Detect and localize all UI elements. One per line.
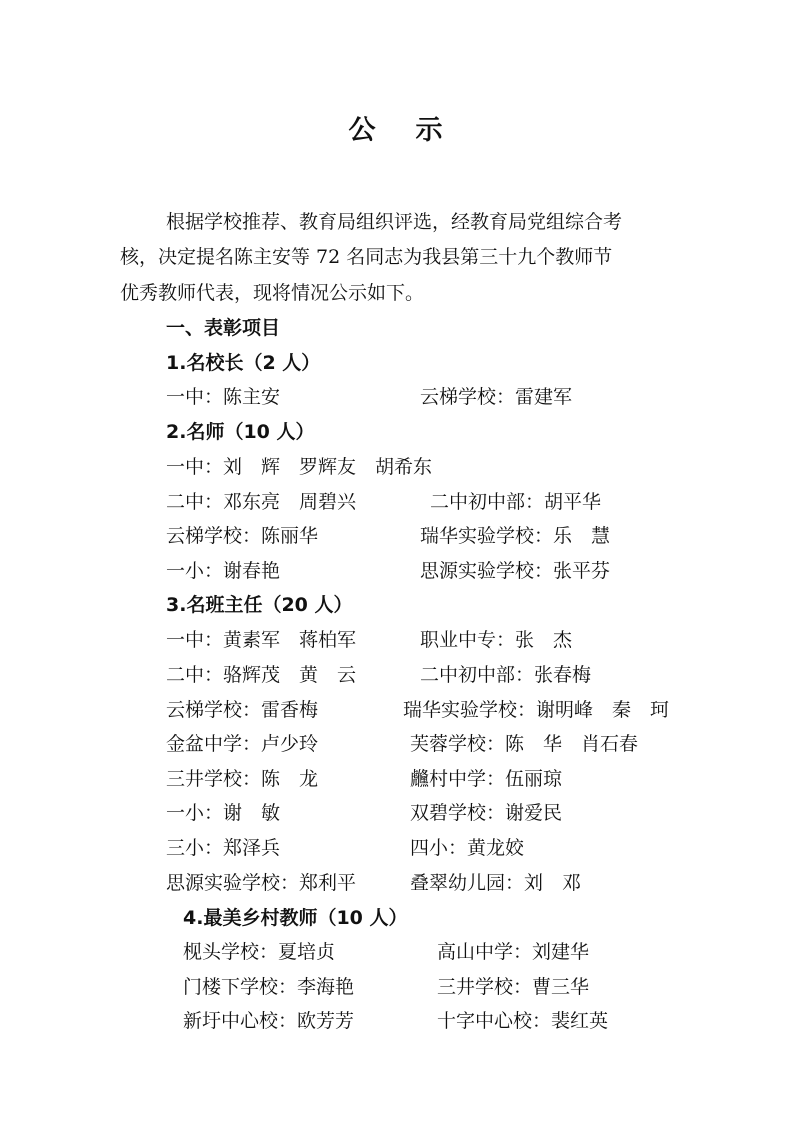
list-item: 二中：邓东亮 周碧兴 <box>166 491 357 513</box>
list-item: 思源实验学校：张平芬 <box>420 560 611 582</box>
list-item: 门楼下学校：李海艳 <box>183 976 355 998</box>
list-item: 一中：刘 辉 罗辉友 胡希东 <box>166 456 433 478</box>
list-item: 芙蓉学校：陈 华 肖石春 <box>410 733 639 755</box>
list-item: 金盆中学：卢少玲 <box>166 733 319 755</box>
group-heading-teachers: 2.名师（10 人） <box>166 421 315 443</box>
group-heading-principals: 1.名校长（2 人） <box>166 352 321 374</box>
intro-line-3: 优秀教师代表，现将情况公示如下。 <box>120 282 425 304</box>
list-item: 职业中专：张 杰 <box>420 629 573 651</box>
list-item: 双碧学校：谢爱民 <box>410 802 563 824</box>
list-item: 四小：黄龙姣 <box>410 837 525 859</box>
list-item: 三小：郑泽兵 <box>166 837 281 859</box>
list-item: 云梯学校：雷建军 <box>420 386 573 408</box>
list-item: 十字中心校：裴红英 <box>437 1010 609 1032</box>
intro-line-1: 根据学校推荐、教育局组织评选，经教育局党组综合考 <box>166 211 623 233</box>
list-item: 二中初中部：胡平华 <box>430 491 602 513</box>
list-item: 思源实验学校：郑利平 <box>166 872 357 894</box>
intro-line-2: 核，决定提名陈主安等 72 名同志为我县第三十九个教师节 <box>120 246 613 268</box>
group-heading-rural-teachers: 4.最美乡村教师（10 人） <box>183 907 408 929</box>
notice-title <box>0 108 793 147</box>
section-heading: 一、表彰项目 <box>166 317 281 339</box>
list-item: 一小：谢 敏 <box>166 802 281 824</box>
list-item: 一中：黄素军 蒋柏军 <box>166 629 357 651</box>
list-item: 新圩中心校：欧芳芳 <box>183 1010 355 1032</box>
list-item: 二中初中部：张春梅 <box>420 664 592 686</box>
list-item: 瑞华实验学校：乐 慧 <box>420 525 611 547</box>
list-item: 二中：骆辉茂 黄 云 <box>166 664 357 686</box>
group-heading-head-teachers: 3.名班主任（20 人） <box>166 594 353 616</box>
list-item: 三井学校：陈 龙 <box>166 768 319 790</box>
list-item: 一中：陈主安 <box>166 386 281 408</box>
list-item: 叠翠幼儿园：刘 邓 <box>410 872 582 894</box>
list-item: 云梯学校：雷香梅 <box>166 699 319 721</box>
title-char-2: 示 <box>415 115 445 146</box>
list-item: 三井学校：曹三华 <box>437 976 590 998</box>
list-item: 枧头学校：夏培贞 <box>183 941 336 963</box>
list-item: 一小：谢春艳 <box>166 560 281 582</box>
list-item: 云梯学校：陈丽华 <box>166 525 319 547</box>
list-item: 瑞华实验学校：谢明峰 秦 珂 <box>403 699 670 721</box>
list-item: 高山中学：刘建华 <box>437 941 590 963</box>
title-char-1: 公 <box>348 115 378 146</box>
list-item: 虪村中学：伍丽琼 <box>410 768 563 790</box>
